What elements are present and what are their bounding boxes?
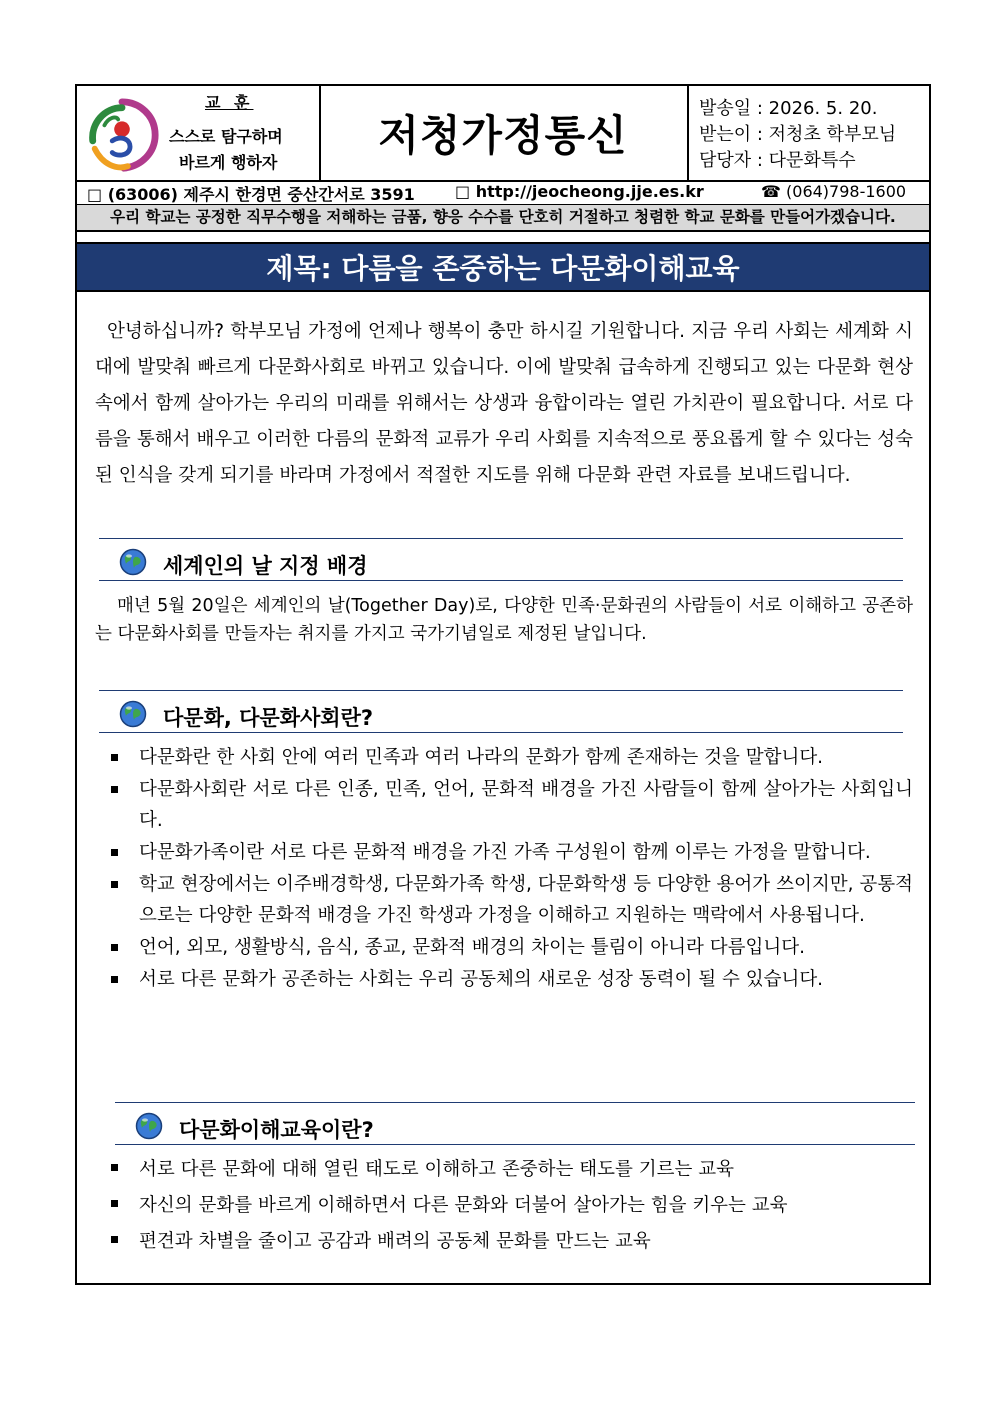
- school-website-link[interactable]: □ http://jeocheong.jje.es.kr: [455, 182, 704, 201]
- school-motto-box: [77, 86, 321, 180]
- intro-paragraph: [95, 314, 913, 494]
- list-item: 자신의 문화를 바르게 이해하면서 다른 문화와 더불어 살아가는 힘을 키우는 교육: [95, 1188, 913, 1223]
- send-date: 발송일 : 2026. 5. 20.: [699, 98, 878, 119]
- motto-line-2: 바르게 행하자: [179, 153, 278, 172]
- section-heading-education: [115, 1102, 915, 1146]
- together-day-paragraph: [95, 592, 913, 648]
- school-logo-icon: [83, 96, 161, 174]
- multiculture-list: [95, 742, 913, 996]
- section-heading-together-day: [99, 538, 903, 582]
- integrity-notice: 우리 학교는 공정한 직무수행을 저해하는 금품, 향응 수수를 단호히 거절하고 청렴한 학교 문화를 만들어가겠습니다.: [77, 205, 929, 232]
- newsletter-title-box: [319, 86, 689, 180]
- section-heading-multiculture: [99, 690, 903, 734]
- newsletter-header: [77, 86, 929, 182]
- subject-bar: [77, 242, 929, 292]
- intro-text: 안녕하십니까? 학부모님 가정에 언제나 행복이 충만 하시길 기원합니다. 지금 우리 사회는 세계화 시대에 발맞춰 빠르게 다문화사회로 바뀌고 있습니다. 이에 발맞춰 급속하게 진행되고 있는 다문화 현상 속에서 함께 살아가는 우리의 미래를 위해서는 상생과 융합이라는 열린 가치관이 필요합니다. 서로 다름을 통해서 배우고 이러한 다름의 문화적 교류가 우리 사회를 지속적으로 풍요롭게 할 수 있다는 성숙된 인식을 갖게 되기를 바라며 가정에서 적절한 지도를 위해 다문화 관련 자료를 보내드립니다.: [95, 321, 913, 486]
- contact-bar: [77, 180, 929, 205]
- list-item: 서로 다른 문화가 공존하는 사회는 우리 공동체의 새로운 성장 동력이 될 수 있습니다.: [95, 964, 913, 995]
- list-item: 서로 다른 문화에 대해 열린 태도로 이해하고 존중하는 태도를 기르는 교육: [95, 1152, 913, 1187]
- globe-icon: [119, 700, 147, 728]
- list-item: 다문화란 한 사회 안에 여러 민족과 여러 나라의 문화가 함께 존재하는 것을 말합니다.: [95, 742, 913, 773]
- recipient: 받는이 : 저청초 학부모님: [699, 124, 897, 145]
- section-rule: [99, 690, 903, 691]
- list-item: 다문화가족이란 서로 다른 문화적 배경을 가진 가족 구성원이 함께 이루는 가정을 말합니다.: [95, 837, 913, 868]
- newsletter-page: [75, 84, 931, 1285]
- list-item: 편견과 차별을 줄이고 공감과 배려의 공동체 문화를 만드는 교육: [95, 1224, 913, 1259]
- section-rule: [99, 732, 903, 733]
- education-list: [95, 1152, 913, 1260]
- newsletter-title: 저청가정통신: [378, 111, 628, 160]
- list-item: 학교 현장에서는 이주배경학생, 다문화가족 학생, 다문화학생 등 다양한 용어가 쓰이지만, 공통적으로는 다양한 문화적 배경을 가진 학생과 가정을 이해하고 지원하는 맥락에서 사용됩니다.: [95, 869, 913, 931]
- list-item: 다문화사회란 서로 다른 인종, 민족, 언어, 문화적 배경을 가진 사람들이 함께 살아가는 사회입니다.: [95, 774, 913, 836]
- school-address: □ (63006) 제주시 한경면 중산간서로 3591: [87, 185, 415, 204]
- section-rule: [115, 1144, 915, 1145]
- together-day-text: 매년 5월 20일은 세계인의 날(Together Day)로, 다양한 민족·문화권의 사람들이 서로 이해하고 공존하는 다문화사회를 만들자는 취지를 가지고 국가기념일로 제정된 날입니다.: [95, 596, 913, 644]
- section-rule: [99, 538, 903, 539]
- motto-line-1: 스스로 탐구하며: [169, 127, 283, 146]
- newsletter-meta: [699, 96, 896, 174]
- school-phone: ☎ (064)798-1600: [761, 182, 907, 201]
- section-heading-text: 다문화이해교육이란?: [179, 1118, 374, 1142]
- contact-person: 담당자 : 다문화특수: [699, 150, 856, 171]
- subject-title: 제목: 다름을 존중하는 다문화이해교육: [266, 252, 740, 285]
- section-rule: [115, 1102, 915, 1103]
- section-heading-text: 다문화, 다문화사회란?: [163, 706, 374, 730]
- globe-icon: [135, 1112, 163, 1140]
- list-item: 언어, 외모, 생활방식, 음식, 종교, 문화적 배경의 차이는 틀림이 아니라 다름입니다.: [95, 932, 913, 963]
- motto-title: 교 훈: [205, 93, 254, 112]
- globe-icon: [119, 548, 147, 576]
- section-rule: [99, 580, 903, 581]
- section-heading-text: 세계인의 날 지정 배경: [163, 554, 368, 578]
